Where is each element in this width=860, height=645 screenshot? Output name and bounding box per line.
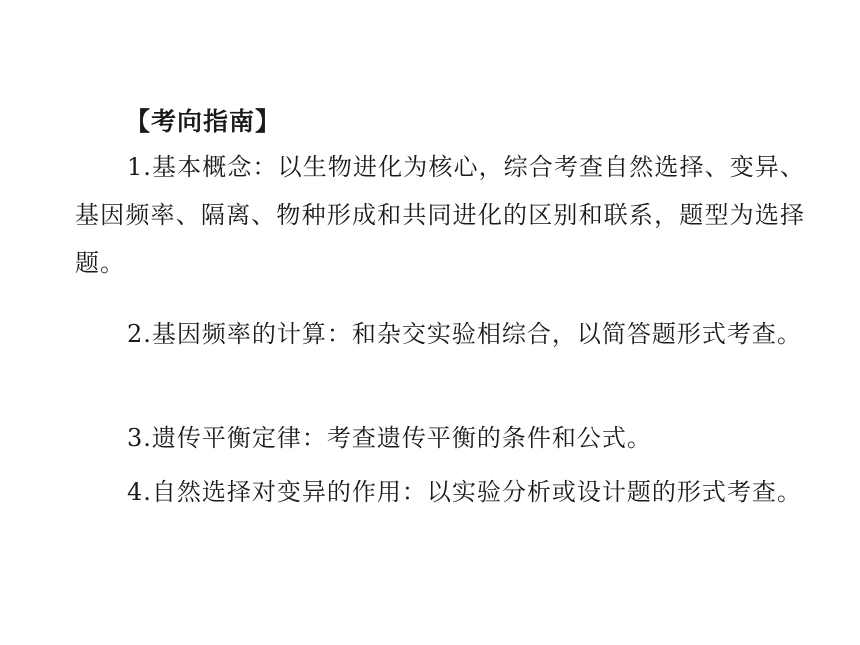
section-heading: 【考向指南】 <box>125 107 282 136</box>
guide-item-1: 1.基本概念：以生物进化为核心，综合考查自然选择、变异、基因频率、隔离、物种形成和共同进化的区别和联系，题型为选择题。 <box>75 153 805 277</box>
guide-item-3: 3.遗传平衡定律：考查遗传平衡的条件和公式。 <box>127 424 652 452</box>
guide-item-2: 2.基因频率的计算：和杂交实验相综合，以简答题形式考查。 <box>127 320 802 348</box>
guide-item-4: 4.自然选择对变异的作用：以实验分析或设计题的形式考查。 <box>127 478 802 506</box>
